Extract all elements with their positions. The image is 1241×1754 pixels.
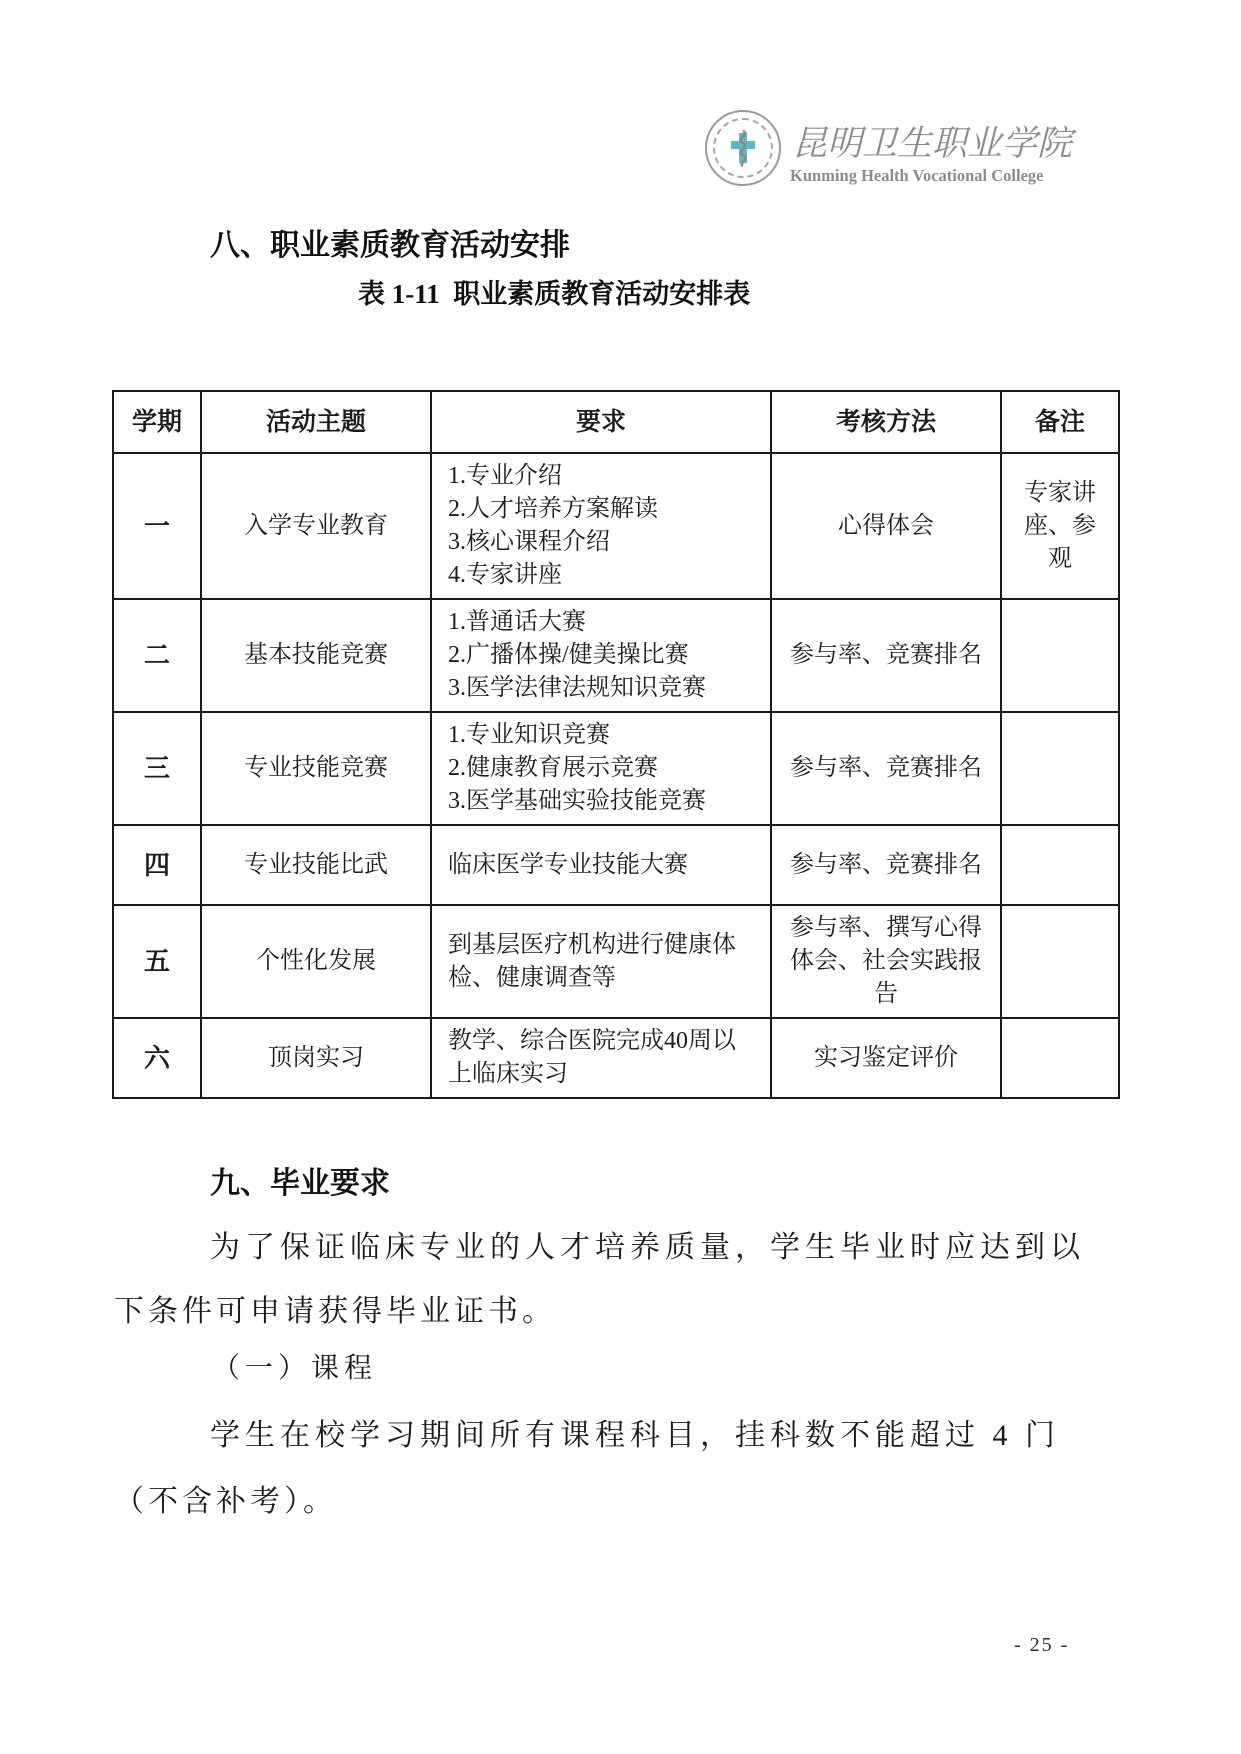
requirement-line: 3.医学基础实验技能竞赛 bbox=[448, 788, 706, 814]
semester-cell: 三 bbox=[113, 712, 201, 825]
requirement-line: 教学、综合医院完成40周以上临床实习 bbox=[448, 1028, 736, 1087]
note-cell bbox=[1001, 1018, 1119, 1098]
requirements-cell bbox=[431, 453, 771, 599]
note-cell bbox=[1001, 905, 1119, 1018]
paragraph1-line1: 为了保证临床专业的人才培养质量，学生毕业时应达到以 bbox=[210, 1231, 1085, 1264]
paragraph1-line2: 下条件可申请获得毕业证书。 bbox=[114, 1295, 556, 1328]
requirements-cell bbox=[431, 1018, 771, 1098]
paragraph2-line1: 学生在校学习期间所有课程科目，挂科数不能超过 4 门 bbox=[210, 1419, 1060, 1452]
assessment-cell: 实习鉴定评价 bbox=[771, 1018, 1001, 1098]
college-name-zh: 昆明卫生职业学院 bbox=[792, 124, 1073, 164]
theme-cell: 顶岗实习 bbox=[201, 1018, 431, 1098]
theme-cell: 入学专业教育 bbox=[201, 453, 431, 599]
table-row bbox=[113, 1018, 1119, 1098]
note-cell: 专家讲座、参观 bbox=[1001, 453, 1119, 599]
requirement-line: 2.人才培养方案解读 bbox=[448, 496, 658, 522]
requirement-line: 1.普通话大赛 bbox=[448, 609, 586, 635]
requirement-line: 3.核心课程介绍 bbox=[448, 529, 610, 555]
college-name-en: Kunming Health Vocational College bbox=[790, 166, 1044, 185]
table-caption: 表 1-11 职业素质教育活动安排表 bbox=[358, 279, 751, 309]
theme-cell: 基本技能竞赛 bbox=[201, 599, 431, 712]
table-row bbox=[113, 825, 1119, 905]
requirements-cell bbox=[431, 712, 771, 825]
requirement-line: 1.专业知识竞赛 bbox=[448, 722, 610, 748]
semester-cell: 二 bbox=[113, 599, 201, 712]
assessment-cell: 参与率、撰写心得体会、社会实践报告 bbox=[771, 905, 1001, 1018]
assessment-cell: 心得体会 bbox=[771, 453, 1001, 599]
activity-table-body bbox=[113, 453, 1119, 1098]
requirement-line: 到基层医疗机构进行健康体检、健康调查等 bbox=[448, 931, 736, 991]
requirements-cell bbox=[431, 825, 771, 905]
requirement-line: 3.医学法律法规知识竞赛 bbox=[448, 675, 706, 701]
section9-heading: 九、毕业要求 bbox=[210, 1167, 390, 1200]
subsection-heading: （一）课程 bbox=[212, 1353, 378, 1384]
theme-cell: 专业技能比武 bbox=[201, 825, 431, 905]
college-logo bbox=[705, 110, 781, 186]
paragraph2-line2: （不含补考）。 bbox=[114, 1485, 337, 1518]
requirement-line: 临床医学专业技能大赛 bbox=[448, 851, 688, 878]
activity-table bbox=[112, 390, 1120, 1099]
requirement-line: 2.健康教育展示竞赛 bbox=[448, 755, 658, 781]
table-row bbox=[113, 712, 1119, 825]
table-row bbox=[113, 905, 1119, 1018]
assessment-cell: 参与率、竞赛排名 bbox=[771, 825, 1001, 905]
column-header: 学期 bbox=[113, 391, 201, 453]
requirement-line: 4.专家讲座 bbox=[448, 562, 562, 588]
column-header: 备注 bbox=[1001, 391, 1119, 453]
requirement-line: 2.广播体操/健美操比赛 bbox=[448, 642, 689, 668]
column-header: 要求 bbox=[431, 391, 771, 453]
section8-heading: 八、职业素质教育活动安排 bbox=[210, 229, 570, 262]
page-number: - 25 - bbox=[1014, 1634, 1070, 1656]
assessment-cell: 参与率、竞赛排名 bbox=[771, 599, 1001, 712]
note-cell bbox=[1001, 825, 1119, 905]
activity-table-header bbox=[113, 391, 1119, 453]
column-header: 活动主题 bbox=[201, 391, 431, 453]
theme-cell: 个性化发展 bbox=[201, 905, 431, 1018]
header-row bbox=[113, 391, 1119, 453]
assessment-cell: 参与率、竞赛排名 bbox=[771, 712, 1001, 825]
requirement-line: 1.专业介绍 bbox=[448, 463, 562, 489]
table-row bbox=[113, 599, 1119, 712]
note-cell bbox=[1001, 599, 1119, 712]
caduceus-cross-icon bbox=[720, 125, 766, 171]
theme-cell: 专业技能竞赛 bbox=[201, 712, 431, 825]
note-cell bbox=[1001, 712, 1119, 825]
semester-cell: 四 bbox=[113, 825, 201, 905]
requirements-cell bbox=[431, 905, 771, 1018]
table-row bbox=[113, 453, 1119, 599]
requirements-cell bbox=[431, 599, 771, 712]
semester-cell: 一 bbox=[113, 453, 201, 599]
column-header: 考核方法 bbox=[771, 391, 1001, 453]
semester-cell: 六 bbox=[113, 1018, 201, 1098]
semester-cell: 五 bbox=[113, 905, 201, 1018]
